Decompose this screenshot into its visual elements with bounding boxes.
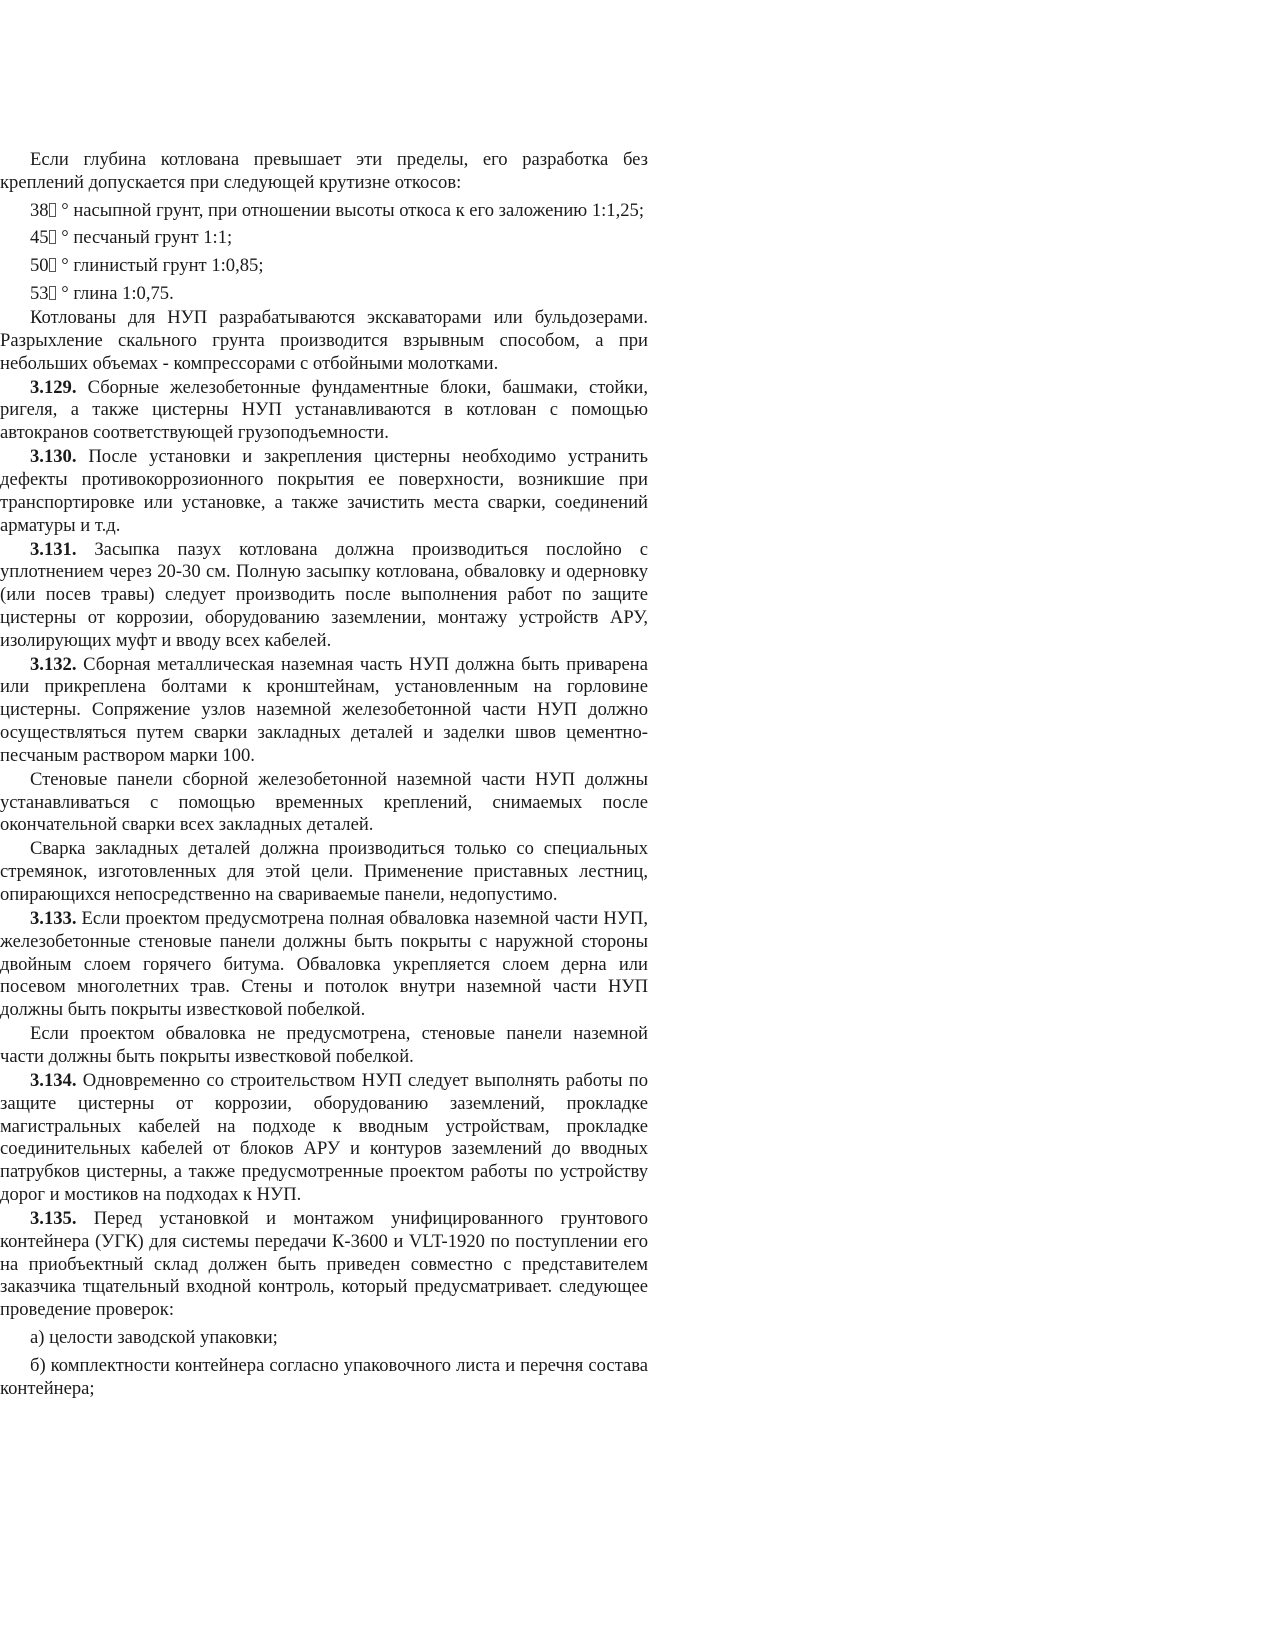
paragraph-excavation: [0, 306, 648, 375]
paragraph-welding: [0, 837, 648, 906]
slope-item-45: [0, 226, 648, 250]
paragraph-text: глинистый грунт 1:0,85;: [68, 255, 264, 277]
clause-number: 3.129.: [30, 376, 77, 398]
paragraph-text: глина 1:0,75.: [68, 282, 174, 304]
missing-glyph-icon: [49, 230, 56, 244]
degree-symbol: °: [61, 199, 69, 221]
paragraph-text: б) комплектности контейнера согласно упаковочного листа и перечня состава контейнера;: [0, 1354, 648, 1399]
slope-item-38: [0, 199, 648, 223]
paragraph-text: Котлованы для НУП разрабатываются экскаваторами или бульдозерами. Разрыхление скального грунта производится взрывным способом, а при небольших объемах - компрессорами с отбойными молотками.: [0, 306, 648, 374]
paragraph-no-embankment: [0, 1022, 648, 1069]
clause-3-135: [0, 1207, 648, 1322]
slope-item-53: [0, 282, 648, 306]
paragraph-text: После установки и закрепления цистерны необходимо устранить дефекты противокоррозионного покрытия ее поверхности, возникшие при транспортировке или установке, а также зачистить места сварки, соединений арматуры и т.д.: [0, 446, 648, 536]
paragraph-text: Сборная металлическая наземная часть НУП должна быть приварена или прикреплена болтами к кронштейнам, установленным на горловине цистерны. Сопряжение узлов наземной железобетонной части НУП должно осуществляться путем сварки закладных деталей и заделки швов цементно-песчаным раствором марки 100.: [0, 653, 648, 766]
paragraph-text: Если глубина котлована превышает эти пределы, его разработка без креплений допускается при следующей крутизне откосов:: [0, 149, 648, 193]
paragraph-text: Если проектом обваловка не предусмотрена, стеновые панели наземной части должны быть покрыты известковой побелкой.: [0, 1023, 648, 1067]
angle-value: 50: [30, 255, 49, 277]
clause-3-132: [0, 653, 648, 768]
clause-number: 3.130.: [30, 446, 77, 468]
missing-glyph-icon: [49, 203, 56, 217]
check-item-b: [0, 1354, 648, 1401]
paragraph-text: песчаный грунт 1:1;: [68, 227, 233, 249]
missing-glyph-icon: [49, 258, 56, 272]
clause-number: 3.132.: [30, 653, 77, 675]
paragraph-text: насыпной грунт, при отношении высоты откоса к его заложению 1:1,25;: [68, 199, 645, 221]
angle-value: 38: [30, 199, 49, 221]
degree-symbol: °: [61, 255, 69, 277]
paragraph-text: Сборные железобетонные фундаментные блоки, башмаки, стойки, ригеля, а также цистерны НУП устанавливаются в котлован с помощью автокранов соответствующей грузоподъемности.: [0, 376, 648, 444]
clause-3-133: [0, 907, 648, 1022]
angle-value: 53: [30, 282, 49, 304]
paragraph-text: Засыпка пазух котлована должна производиться послойно с уплотнением через 20-30 см. Полную засыпку котлована, обваловку и одерновку (или посев травы) следует производить после выполнения работ по защите цистерны от коррозии, оборудованию заземлении, монтажу устройств АРУ, изолирующих муфт и вводу всех кабелей.: [0, 538, 648, 651]
clause-3-129: [0, 376, 648, 445]
paragraph-text: Перед установкой и монтажом унифицированного грунтового контейнера (УГК) для системы передачи К-3600 и VLT-1920 по поступлении его на приобъектный склад должен быть приведен совместно с представителем заказчика тщательный входной контроль, который предусматривает. следующее проведение проверок:: [0, 1207, 648, 1321]
clause-3-130: [0, 445, 648, 537]
degree-symbol: °: [61, 227, 69, 249]
clause-number: 3.134.: [30, 1069, 77, 1091]
paragraph-text: Если проектом предусмотрена полная обваловка наземной части НУП, железобетонные стеновые панели должны быть покрыты с наружной стороны двойным слоем горячего битума. Обваловка укрепляется слоем дерна или посевом многолетних трав. Стены и потолок внутри наземной части НУП должны быть покрыты известковой побелкой.: [0, 908, 648, 1021]
paragraph-wall-panels: [0, 768, 648, 837]
paragraph-text: Одновременно со строительством НУП следует выполнять работы по защите цистерны от коррозии, оборудованию заземлений, прокладке магистральных кабелей на подходе к вводным устройствам, прокладке соединительных кабелей от блоков АРУ и контуров заземлений до вводных патрубков цистерны, а также предусмотренные проектом работы по устройству дорог и мостиков на подходах к НУП.: [0, 1069, 648, 1205]
paragraph-text: а) целости заводской упаковки;: [30, 1326, 278, 1348]
paragraph-intro: [0, 148, 648, 195]
clause-number: 3.135.: [30, 1207, 77, 1229]
missing-glyph-icon: [49, 286, 56, 300]
clause-3-134: [0, 1069, 648, 1207]
paragraph-text: Сварка закладных деталей должна производиться только со специальных стремянок, изготовленных для этой цели. Применение приставных лестниц, опирающихся непосредственно на свариваемые панели, недопустимо.: [0, 838, 648, 906]
clause-number: 3.133.: [30, 908, 77, 929]
clause-3-131: [0, 538, 648, 653]
check-item-a: [0, 1326, 648, 1350]
clause-number: 3.131.: [30, 538, 77, 560]
slope-item-50: [0, 254, 648, 278]
angle-value: 45: [30, 227, 49, 249]
degree-symbol: °: [61, 282, 69, 304]
paragraph-text: Стеновые панели сборной железобетонной наземной части НУП должны устанавливаться с помощью временных креплений, снимаемых после окончательной сварки всех закладных деталей.: [0, 768, 648, 836]
document-page: [0, 148, 648, 1400]
